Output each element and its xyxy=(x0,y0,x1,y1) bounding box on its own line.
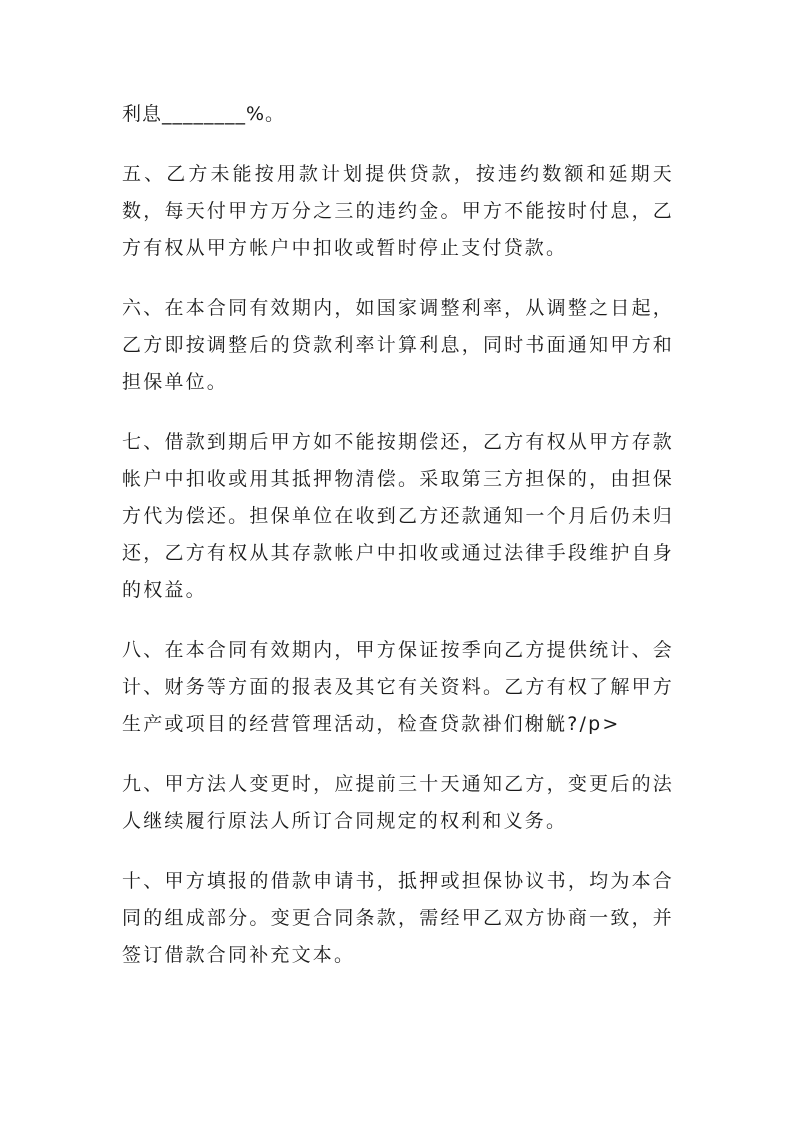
interest-rate-line: 利息________%。 xyxy=(122,103,286,125)
clause-7-paragraph: 七、借款到期后甲方如不能按期偿还，乙方有权从甲方存款帐户中扣收或用其抵押物清偿。采取第三方担保的，由担保方代为偿还。担保单位在收到乙方还款通知一个月后仍未归还，乙方有权从其存款帐户中扣收或通过法律手段维护自身的权益。 xyxy=(122,431,674,601)
clause-10-paragraph: 十、甲方填报的借款申请书，抵押或担保协议书，均为本合同的组成部分。变更合同条款，需经甲乙双方协商一致，并签订借款合同补充文本。 xyxy=(122,870,674,966)
document-body xyxy=(122,96,674,997)
clause-6-paragraph: 六、在本合同有效期内，如国家调整利率，从调整之日起，乙方即按调整后的贷款利率计算利息，同时书面通知甲方和担保单位。 xyxy=(122,297,674,393)
clause-8-paragraph: 八、在本合同有效期内，甲方保证按季向乙方提供统计、会计、财务等方面的报表及其它有关资料。乙方有权了解甲方生产或项目的经营管理活动，检查贷款褂们榭觥?/p> xyxy=(122,639,674,735)
clause-9-paragraph: 九、甲方法人变更时，应提前三十天通知乙方，变更后的法人继续履行原法人所订合同规定的权利和义务。 xyxy=(122,773,674,832)
clause-5-paragraph: 五、乙方未能按用款计划提供贷款，按违约数额和延期天数，每天付甲方万分之三的违约金。甲方不能按时付息，乙方有权从甲方帐户中扣收或暂时停止支付贷款。 xyxy=(122,163,674,259)
